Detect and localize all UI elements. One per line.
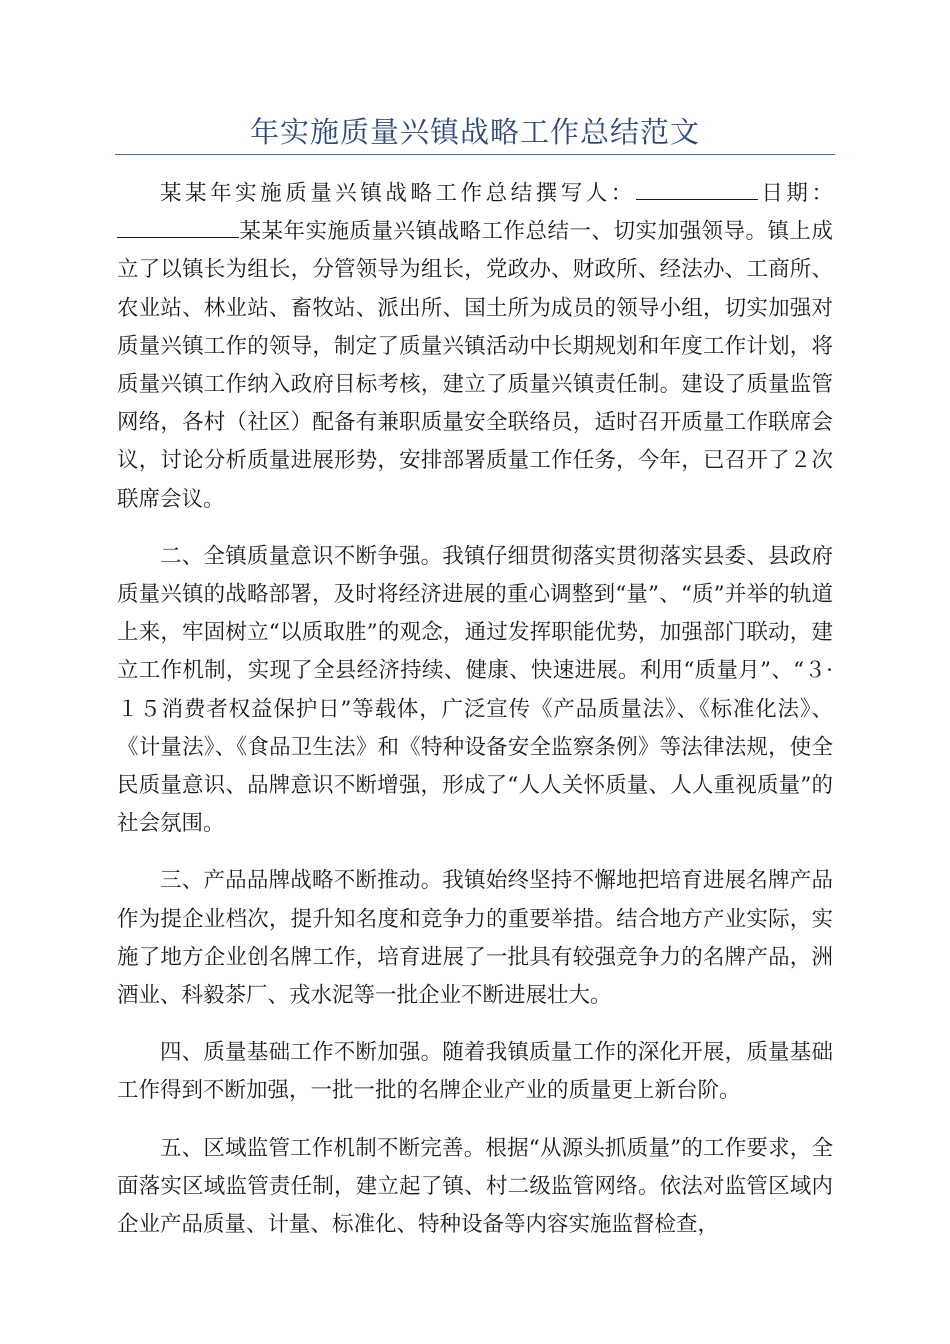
intro-date-label: 日期： bbox=[757, 181, 833, 206]
paragraph-section-four: 四、质量基础工作不断加强。随着我镇质量工作的深化开展，质量基础工作得到不断加强，一批一批的名牌企业产业的质量更上新台阶。 bbox=[117, 1040, 833, 1104]
paragraph-section-five: 五、区域监管工作机制不断完善。根据“从源头抓质量”的工作要求，全面落实区域监管责任制，建立起了镇、村二级监管网络。依法对监管区域内企业产品质量、计量、标准化、特种设备等内容实施监督检查， bbox=[117, 1135, 833, 1238]
document-title: 年实施质量兴镇战略工作总结范文 bbox=[249, 115, 700, 149]
intro-author-label: 某某年实施质量兴镇战略工作总结撰写人： bbox=[160, 181, 636, 206]
paragraph-section-two: 二、全镇质量意识不断争强。我镇仔细贯彻落实贯彻落实县委、县政府质量兴镇的战略部署，及时将经济进展的重心调整到“量”、“质”并举的轨道上来，牢固树立“以质取胜”的观念，通过发挥职能优势，加强部门联动，建立工作机制，实现了全县经济持续、健康、快速进展。利用“质量月”、“３·１５消费者权益保护日”等载体，广泛宣传《产品质量法》、《标准化法》、《计量法》、《食品卫生法》和《特种设备安全监察条例》等法律法规，使全民质量意识、品牌意识不断增强，形成了“人人关怀质量、人人重视质量”的社会氛围。 bbox=[117, 543, 833, 837]
author-blank bbox=[636, 177, 758, 200]
title-underline bbox=[115, 154, 835, 155]
document-body bbox=[117, 175, 833, 1263]
intro-section-one: 某某年实施质量兴镇战略工作总结一、切实加强领导。镇上成立了以镇长为组长，分管领导为组长，党政办、财政所、经法办、工商所、农业站、林业站、畜牧站、派出所、国土所为成员的领导小组，切实加强对质量兴镇工作的领导，制定了质量兴镇活动中长期规划和年度工作计划，将质量兴镇工作纳入政府目标考核，建立了质量兴镇责任制。建设了质量监管网络，各村（社区）配备有兼职质量安全联络员，适时召开质量工作联席会议，讨论分析质量进展形势，安排部署质量工作任务，今年，已召开了２次联席会议。 bbox=[117, 219, 833, 512]
date-blank bbox=[117, 215, 239, 238]
paragraph-section-three: 三、产品品牌战略不断推动。我镇始终坚持不懈地把培育进展名牌产品作为提企业档次，提升知名度和竞争力的重要举措。结合地方产业实际，实施了地方企业创名牌工作，培育进展了一批具有较强竞争力的名牌产品，洲酒业、科毅茶厂、戎水泥等一批企业不断进展壮大。 bbox=[117, 868, 833, 1009]
intro-paragraph bbox=[117, 175, 833, 519]
